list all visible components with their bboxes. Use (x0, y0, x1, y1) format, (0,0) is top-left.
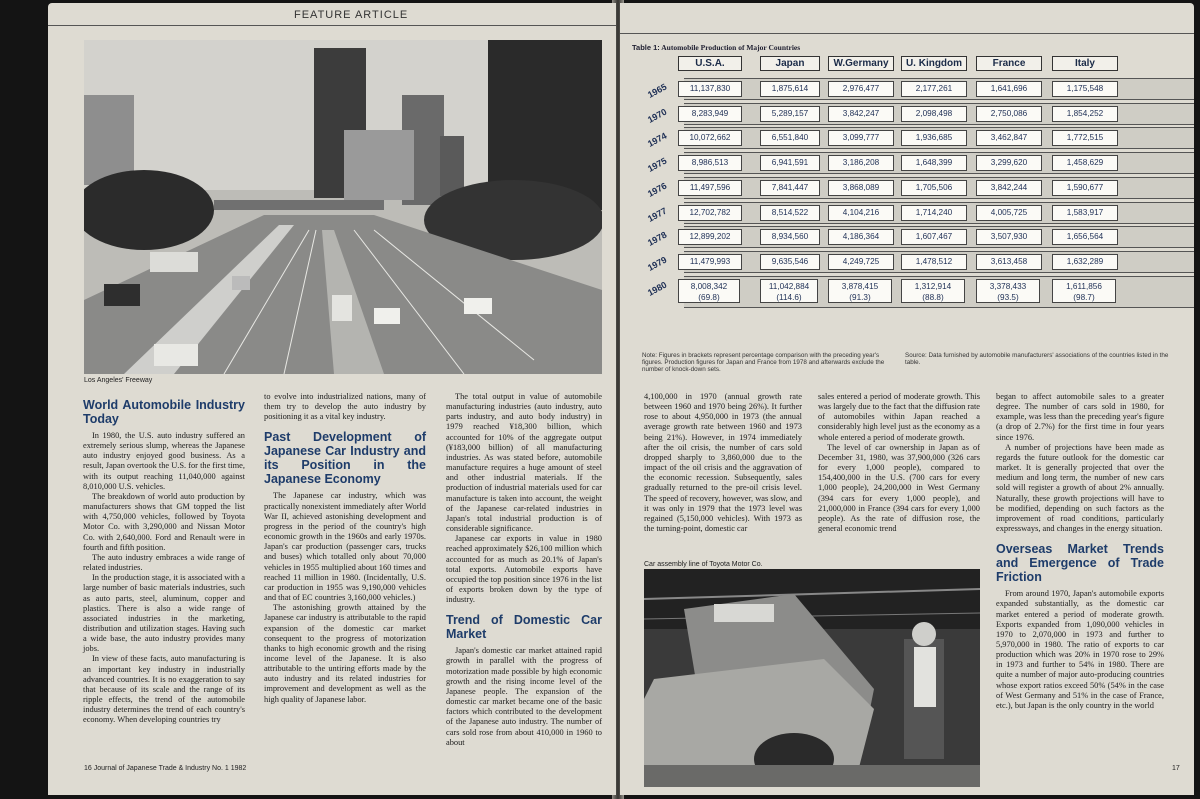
table-cell: 2,177,261 (901, 81, 967, 97)
cell-value: 3,878,415 (841, 281, 879, 291)
right-folio: 17 (1172, 765, 1180, 772)
left-column-2 (264, 392, 426, 705)
section-heading-domestic-market: Trend of Domestic Car Market (446, 613, 602, 642)
right-column-1 (644, 392, 802, 534)
table-cell (828, 279, 892, 303)
table-cell: 3,842,247 (828, 106, 894, 122)
cell-percent: (114.6) (776, 292, 802, 302)
table-cell: 11,137,830 (678, 81, 742, 97)
country-header: U. Kingdom (901, 56, 967, 71)
table-cell: 4,104,216 (828, 205, 894, 221)
cell-percent: (88.8) (922, 292, 944, 302)
assembly-line-photo (644, 569, 980, 787)
table-cell: 3,842,244 (976, 180, 1042, 196)
country-header: U.S.A. (678, 56, 742, 71)
table-cell: 1,583,917 (1052, 205, 1118, 221)
table-cell: 11,497,596 (678, 180, 742, 196)
table-cell: 1,607,467 (901, 229, 967, 245)
paragraph: A number of projections have been made as regards the future outlook for the domestic car market. It is generally projected that over the medium and long term, the number of new cars sold will register a growth of about 2% annually. Naturally, these growth projections will have to be modified, depending on such factors as the improvement of road conditions, particularly expressways, and changes in the energy situation. (996, 442, 1164, 534)
table-cell: 3,613,458 (976, 254, 1042, 270)
table-cell: 8,283,949 (678, 106, 742, 122)
table-cell: 1,478,512 (901, 254, 967, 270)
cell-value: 8,008,342 (690, 281, 728, 291)
year-label: 1965 (646, 81, 669, 100)
assembly-photo-caption: Car assembly line of Toyota Motor Co. (644, 561, 763, 568)
paragraph: The Japanese car industry, which was practically nonexistent immediately after World War II, achieved astonishing development and progress in the period of the country's high economic growth in the 1960s and early 1970s. Japan's car production (passenger cars, trucks and buses) which totalled only about 70,000 vehicles in 1955 multiplied about 160 times and reached 11 million in 1980. (Incidentally, U.S. car production in 1955 was 9,190,000 vehicles and that of EC countries 3,160,000 vehicles.) (264, 491, 426, 603)
year-label: 1977 (646, 205, 669, 224)
header-rule (48, 25, 616, 26)
table-label: Table 1: (632, 43, 660, 52)
left-page (48, 3, 616, 795)
table-cell: 12,899,202 (678, 229, 742, 245)
table-cell: 5,289,157 (760, 106, 820, 122)
table-cell: 1,854,252 (1052, 106, 1118, 122)
paragraph: In view of these facts, auto manufacturing is an important key industry in industrially advanced countries. It is no exaggeration to say that because of its scale and the range of its ripple effects, the trend of the automobile industry determines the trend of each country's economy. When developing countries try (83, 654, 245, 725)
table-cell: 1,656,564 (1052, 229, 1118, 245)
feature-header: FEATURE ARTICLE (294, 9, 409, 21)
table-cell: 2,750,086 (976, 106, 1042, 122)
paragraph: to evolve into industrialized nations, many of them try to develop the auto industry by positioning it as a vital key industry. (264, 392, 426, 422)
table-cell (976, 279, 1040, 303)
paragraph: sales entered a period of moderate growth. This was largely due to the fact that the diffusion rate of automobiles within Japan reached a considerably high level just as the economy as a whole entered a period of moderate growth. (818, 392, 980, 442)
table-cell: 8,986,513 (678, 155, 742, 171)
table-cell: 7,841,447 (760, 180, 820, 196)
table-cell: 1,632,289 (1052, 254, 1118, 270)
year-label: 1970 (646, 106, 669, 125)
year-label: 1980 (646, 279, 669, 298)
left-folio: 16 Journal of Japanese Trade & Industry No. 1 1982 (84, 765, 247, 772)
right-column-2 (818, 392, 980, 534)
table-cell: 3,462,847 (976, 130, 1042, 146)
country-header: Italy (1052, 56, 1118, 71)
table-cell: 4,186,364 (828, 229, 894, 245)
paragraph: From around 1970, Japan's automobile exports expanded substantially, as the domestic car market entered a period of moderate growth. Exports expanded from 1,090,000 vehicles in 1970 to 2,070,000 in 1973 and further to 5,970,000 in 1980. The ratio of exports to car production which was 20% in 1970 rose to 29% in 1973 and further to 54% in 1980. There are quite a number of major auto-producing countries whose export ratios exceed 50% (54% in the case of West Germany and 51% in the case of France, etc.), but Japan is the only country in the world (996, 589, 1164, 710)
table-cell: 6,551,840 (760, 130, 820, 146)
cell-value: 3,378,433 (989, 281, 1027, 291)
table-cell (678, 279, 740, 303)
table-cell: 10,072,662 (678, 130, 742, 146)
table-cell: 4,005,725 (976, 205, 1042, 221)
cell-percent: (91.3) (849, 292, 871, 302)
table-cell: 1,705,506 (901, 180, 967, 196)
country-header: France (976, 56, 1042, 71)
table-cell: 1,648,399 (901, 155, 967, 171)
cell-percent: (93.5) (997, 292, 1019, 302)
cell-percent: (98.7) (1073, 292, 1095, 302)
table-cell (901, 279, 965, 303)
paragraph: The auto industry embraces a wide range of related industries. (83, 552, 245, 573)
table-cell: 3,299,620 (976, 155, 1042, 171)
left-column-3 (446, 392, 602, 748)
year-label: 1979 (646, 254, 669, 273)
table-cell: 1,714,240 (901, 205, 967, 221)
paragraph: 4,100,000 in 1970 (annual growth rate between 1960 and 1970 being 26%). It further rose to about 4,950,000 in 1973 (the annual average growth rate between 1960 and 1973 being 21%). However, in 1974 immediately after the oil crisis, the number of cars sold dropped sharply to 3,860,000 due to the impact of the oil crisis and the aggravation of the economic recession. Subsequently, sales gradually returned to the pre-oil crisis level. The speed of recovery, however, was slow, and it was only in 1979 that the 1973 level was regained (5,150,000 vehicles). With 1973 as the turning-point, domestic car (644, 392, 802, 534)
table-cell: 1,458,629 (1052, 155, 1118, 171)
table-title (632, 43, 800, 52)
section-heading-past-development: Past Development of Japanese Car Industry and its Position in the Japanese Economy (264, 430, 426, 487)
table-cell: 1,875,614 (760, 81, 820, 97)
section-heading-overseas-market: Overseas Market Trends and Emergence of Trade Friction (996, 542, 1164, 585)
cell-value: 11,042,884 (768, 281, 810, 291)
freeway-photo (84, 40, 602, 374)
table-cell: 1,175,548 (1052, 81, 1118, 97)
table-cell: 1,641,696 (976, 81, 1042, 97)
table-cell: 8,934,560 (760, 229, 820, 245)
year-label: 1978 (646, 229, 669, 249)
table-cell: 2,976,477 (828, 81, 894, 97)
paragraph: The level of car ownership in Japan as of December 31, 1980, was 37,900,000 (326 cars for every 1,000 people), compared to 154,400,000 in the U.S. (700 cars for every 1,000 people), 24,200,000 in West Germany (394 cars for every 1,000 people), and 21,000,000 in France (394 cars for every 1,000 people). As the rate of diffusion rose, the general economic trend (818, 442, 980, 534)
assembly-line-illustration (644, 569, 980, 787)
table-cell (1052, 279, 1116, 303)
paragraph: In the production stage, it is associated with a large number of basic materials industries, such as auto parts, steel, aluminum, copper and plastics. There is also a wide range of associated industries in the marketing, distribution and utilization stages. Having such a wide base, the auto industry provides many jobs. (83, 573, 245, 654)
year-label: 1976 (646, 180, 669, 199)
table-note: Note: Figures in brackets represent percentage comparison with the preceding year's figures. Production figures for Japan and France from 1978 and afterwards exclude the number of knock-down sets. (642, 352, 885, 373)
table-cell (760, 279, 818, 303)
cell-value: 1,611,856 (1066, 281, 1102, 291)
table-source: Source: Data furnished by automobile manufacturers' associations of the countries listed in the table. (905, 352, 1169, 366)
section-heading-world-auto: World Automobile Industry Today (83, 398, 245, 426)
freeway-illustration (84, 40, 602, 374)
cell-value: 1,312,914 (914, 281, 952, 291)
table-cell: 3,186,208 (828, 155, 894, 171)
table-cell: 1,936,685 (901, 130, 967, 146)
paragraph: Japanese car exports in value in 1980 reached approximately $26,100 million which accounted for as much as 20.1% of Japan's total exports. Automobile exports have occupied the top position since 1976 in the list of exports broken down by the type of industry. (446, 534, 602, 605)
year-label: 1975 (646, 155, 669, 174)
table-cell: 11,479,993 (678, 254, 742, 270)
paragraph: began to affect automobile sales to a greater degree. The number of cars sold in 1980, for example, was less than the preceding year's figure (a drop of 2.7%) for the first time in four years since 1976. (996, 392, 1164, 442)
table-cell: 3,099,777 (828, 130, 894, 146)
table-cell: 4,249,725 (828, 254, 894, 270)
table-cell: 9,635,546 (760, 254, 820, 270)
cell-percent: (69.8) (698, 292, 720, 302)
header-rule-right (620, 33, 1194, 34)
table-cell: 1,772,515 (1052, 130, 1118, 146)
table-cell: 12,702,782 (678, 205, 742, 221)
freeway-photo-caption: Los Angeles' Freeway (84, 377, 153, 384)
paragraph: In 1980, the U.S. auto industry suffered an extremely serious slump, whereas the Japanese auto industry enjoyed good business. As a result, Japan overtook the U.S. for the first time, with its output reaching 11,040,000 against 8,010,000 U.S. vehicles. (83, 431, 245, 491)
table-cell: 6,941,591 (760, 155, 820, 171)
table-cell: 2,098,498 (901, 106, 967, 122)
country-header: W.Germany (828, 56, 894, 71)
table-cell: 3,868,089 (828, 180, 894, 196)
table-cell: 1,590,677 (1052, 180, 1118, 196)
country-header: Japan (760, 56, 820, 71)
left-column-1 (83, 398, 245, 726)
year-label: 1974 (646, 130, 669, 150)
right-column-3 (996, 392, 1164, 711)
paragraph: Japan's domestic car market attained rapid growth in parallel with the progress of motorization made possible by high economic growth and the rising income level of the Japanese people. The expansion of the domestic car market became one of the basic factors which contributed to the development of the Japanese auto industry. The number of cars sold rose from about 410,000 in 1960 to about (446, 646, 602, 747)
paragraph: The breakdown of world auto production by manufacturers shows that GM topped the list with 4,750,000 vehicles, followed by Toyota Motor Co. with 3,290,000 and Nissan Motor Co. with 2,640,000. Ford and Renault were in fourth and fifth position. (83, 491, 245, 552)
table-cell: 8,514,522 (760, 205, 820, 221)
right-page (620, 3, 1194, 795)
table-title-text: Automobile Production of Major Countries (661, 43, 801, 52)
paragraph: The total output in value of automobile manufacturing industries (auto industry, auto parts industry, and auto body industry) in 1979 reached ¥18,300 billion, which accounted for 10% of the aggregate output (¥183,000 billion) of all manufacturing industries. As was stated before, automobile manufacture requires a huge amount of steel and other industrial materials. If the production of industrial materials used for car manufacture is taken into account, the weight of the Japanese car-related industries in Japan's total industrial production is of considerable significance. (446, 392, 602, 534)
table-cell: 3,507,930 (976, 229, 1042, 245)
paragraph: The astonishing growth attained by the Japanese car industry is attributable to the rapid expansion of the domestic car market consequent to the progress of motorization thanks to high economic growth and the rising income level of the Japanese. It is also attributable to the untiring efforts made by the auto industry and its related industries for improvement and development as well as the high quality of Japanese labor. (264, 603, 426, 704)
